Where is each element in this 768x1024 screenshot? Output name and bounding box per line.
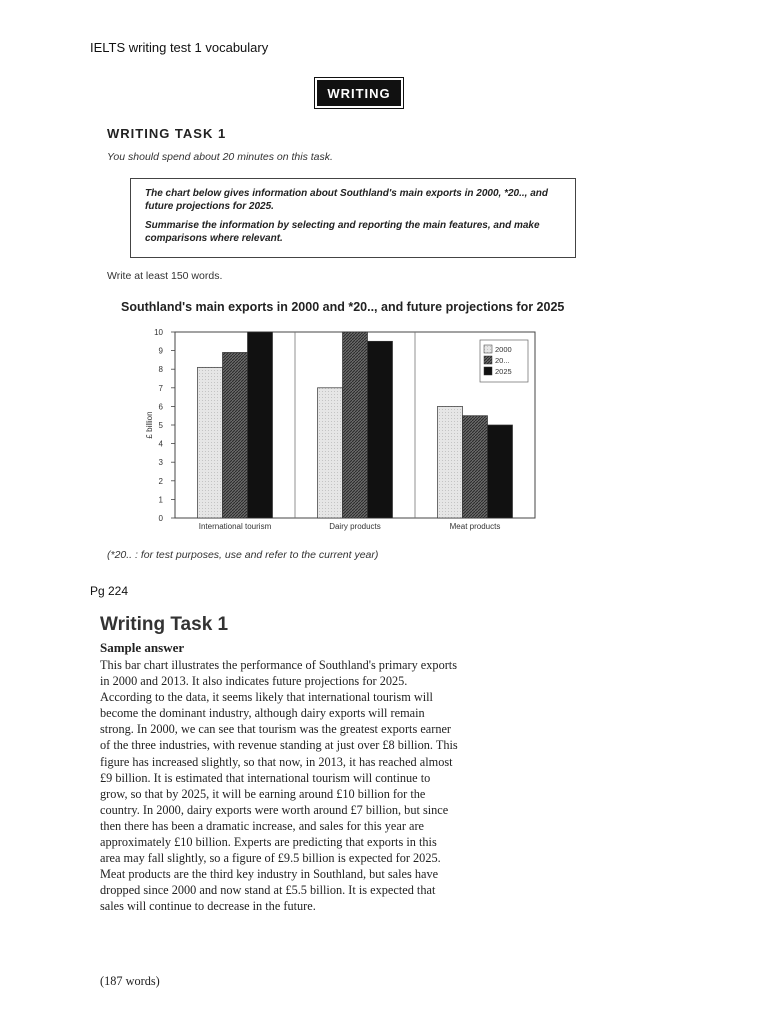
x-category-label: Meat products xyxy=(449,522,501,531)
y-tick-label: 5 xyxy=(158,421,163,430)
bar-light-2 xyxy=(438,406,463,518)
bar-hatched-2 xyxy=(463,416,488,518)
y-tick-label: 2 xyxy=(158,476,163,486)
y-tick-label: 3 xyxy=(158,458,163,468)
x-category-label: Dairy products xyxy=(329,522,381,531)
y-tick-label: 10 xyxy=(154,328,163,337)
document-header: IELTS writing test 1 vocabulary xyxy=(90,40,269,55)
legend-label: 20... xyxy=(495,356,510,365)
page-label: Pg 224 xyxy=(90,584,129,598)
y-tick-label: 7 xyxy=(158,383,163,393)
sample-answer-text: This bar chart illustrates the performance of Southland's primary exports in 2000 and 2013. It also indicates future projections for 2025. According to the data, it seems likely that international tourism will become the dominant industry, although dairy exports will remain strong. In 2000, we can see that tourism was the greatest exports earner of the three industries, with revenue standing at just over £8 billion. This figure has increased slightly, so that now, in 2013, it has reached almost £9 billion. It is estimated that international tourism will continue to grow, so that by 2025, it will be earning around £10 billion for the country. In 2000, dairy exports were worth around £7 billion, but since then there has been a dramatic increase, and sales for this year are approximately £10 billion. Experts are predicting that exports in this area may fall slightly, so a figure of £9.5 billion is expected for 2025. Meat products are the third key industry in Southland, but sales have dropped since 2000 and now stand at £5.5 billion. It is expected that sales will continue to decrease in the future. xyxy=(100,658,458,914)
legend-label: 2025 xyxy=(495,367,512,376)
writing-badge: WRITING xyxy=(317,80,401,106)
sample-title: Writing Task 1 xyxy=(100,614,229,635)
y-tick-label: 1 xyxy=(158,495,163,505)
y-tick-label: 9 xyxy=(158,346,163,356)
task-instruction: You should spend about 20 minutes on this task. xyxy=(107,151,333,163)
legend-swatch xyxy=(484,345,492,353)
task-prompt-box xyxy=(130,178,576,258)
bar-light-0 xyxy=(198,367,223,518)
prompt-text-1: The chart below gives information about Southland's main exports in 2000, *20.., and future projections for 2025. xyxy=(145,188,549,212)
bar-solid-1 xyxy=(368,341,393,518)
sample-subtitle: Sample answer xyxy=(100,640,185,655)
prompt-text-2: Summarise the information by selecting and reporting the main features, and make comparisons where relevant. xyxy=(145,220,540,244)
y-tick-label: 4 xyxy=(158,439,163,449)
min-words-note: Write at least 150 words. xyxy=(107,270,223,282)
bar-hatched-0 xyxy=(223,352,248,518)
legend-swatch xyxy=(484,367,492,375)
word-count: (187 words) xyxy=(100,974,160,988)
bar-solid-2 xyxy=(488,425,513,518)
bar-hatched-1 xyxy=(343,332,368,518)
bar-chart xyxy=(130,322,550,544)
y-tick-label: 8 xyxy=(158,365,163,375)
bar-light-1 xyxy=(318,388,343,518)
legend-swatch xyxy=(484,356,492,364)
y-tick-label: 6 xyxy=(158,402,163,412)
y-axis-label: £ billion xyxy=(145,411,154,439)
task-title: WRITING TASK 1 xyxy=(107,126,227,141)
y-tick-label: 0 xyxy=(158,514,163,523)
chart-footnote: (*20.. : for test purposes, use and refer to the current year) xyxy=(107,549,379,561)
x-category-label: International tourism xyxy=(198,522,272,531)
legend-label: 2000 xyxy=(495,345,512,354)
chart-title: Southland's main exports in 2000 and *20.., and future projections for 2025 xyxy=(121,300,565,314)
bar-solid-0 xyxy=(248,332,273,518)
